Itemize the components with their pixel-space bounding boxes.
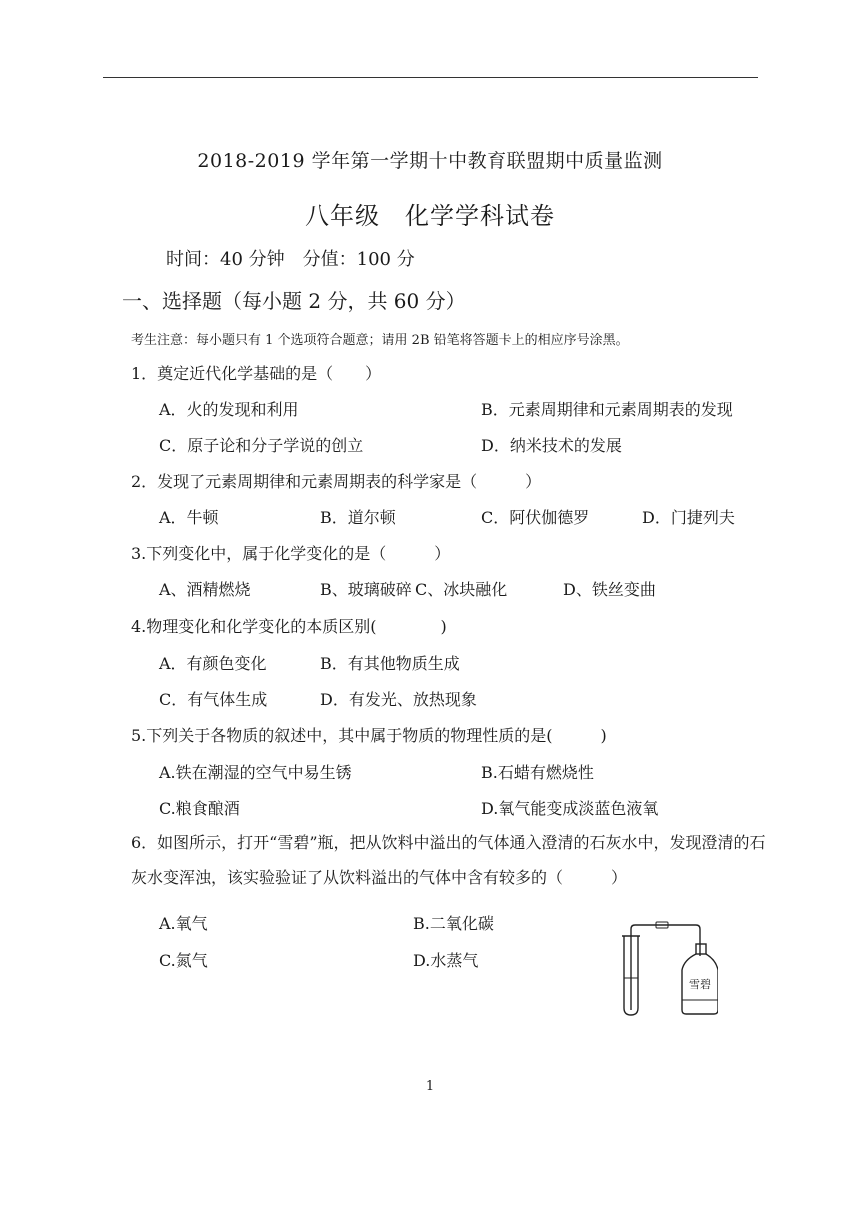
bottle-label: 雪碧 [689,978,711,991]
question-3-option-b: B、玻璃破碎 [320,580,412,599]
question-1-option-a: A．火的发现和利用 [159,400,299,419]
question-2-option-b: B．道尔顿 [320,508,396,527]
question-5-option-d: D.氧气能变成淡蓝色液氧 [481,799,659,818]
question-1-option-d: D．纳米技术的发展 [481,436,622,455]
question-6-stem: 6．如图所示，打开“雪碧”瓶，把从饮料中溢出的气体通入澄清的石灰水中，发现澄清的石灰水变浑浊，该实验验证了从饮料溢出的气体中含有较多的（ ） [131,833,766,887]
question-4-option-c: C．有气体生成 [159,690,268,709]
page-number: 1 [425,1079,435,1094]
apparatus-figure [614,918,718,1018]
question-4-option-a: A．有颜色变化 [159,654,267,673]
section-title: 一、选择题（每小题 2 分，共 60 分） [122,289,466,313]
question-6-option-c: C.氮气 [159,951,208,970]
exam-title: 2018-2019 学年第一学期十中教育联盟期中质量监测 [197,150,663,172]
question-3-option-c: C、冰块融化 [415,580,508,599]
question-6-option-a: A.氧气 [159,914,208,933]
question-1-option-c: C．原子论和分子学说的创立 [159,436,364,455]
question-2-option-c: C．阿伏伽德罗 [481,508,590,527]
question-3-option-d: D、铁丝变曲 [563,580,656,599]
question-2-option-d: D．门捷列夫 [642,508,735,527]
question-6-option-b: B.二氧化碳 [413,914,494,933]
question-5-option-c: C.粮食酿酒 [159,799,240,818]
question-5-option-a: A.铁在潮湿的空气中易生锈 [159,763,352,782]
question-1-option-b: B．元素周期律和元素周期表的发现 [481,400,733,419]
question-2-option-a: A．牛顿 [159,508,219,527]
question-4-option-d: D．有发光、放热现象 [320,690,477,709]
question-4-stem: 4.物理变化和化学变化的本质区别( ) [131,617,447,636]
question-2-stem: 2．发现了元素周期律和元素周期表的科学家是（ ） [131,472,542,491]
delivery-tube-icon [631,922,700,1010]
question-1-stem: 1．奠定近代化学基础的是（ ） [131,364,382,383]
exam-info: 时间：40 分钟 分值：100 分 [166,249,415,270]
question-3-stem: 3.下列变化中，属于化学变化的是（ ） [131,544,451,563]
header-rule [103,77,758,78]
question-3-option-a: A、酒精燃烧 [159,580,251,599]
question-6-option-d: D.水蒸气 [413,951,479,970]
exam-subtitle: 八年级 化学学科试卷 [305,202,555,230]
question-5-stem: 5.下列关于各物质的叙述中，其中属于物质的物理性质的是( ) [131,726,607,745]
section-note: 考生注意：每小题只有 1 个选项符合题意；请用 2B 铅笔将答题卡上的相应序号涂黑。 [131,333,629,348]
question-4-option-b: B．有其他物质生成 [320,654,460,673]
question-5-option-b: B.石蜡有燃烧性 [481,763,594,782]
